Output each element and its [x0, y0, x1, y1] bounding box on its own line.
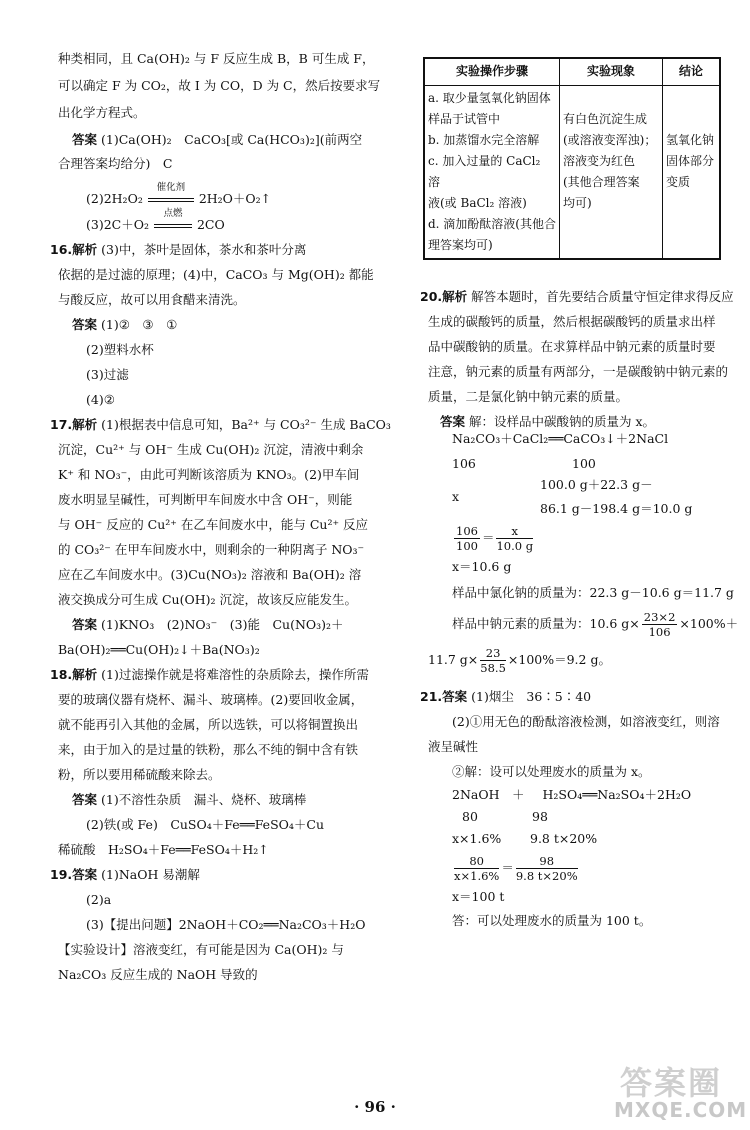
conclusion-line: 变质 — [666, 175, 691, 189]
text-line: 应在乙车间废水中。(3)Cu(NO₃)₂ 溶液和 Ba(OH)₂ 溶 — [58, 567, 362, 582]
denominator: 9.8 t×20% — [515, 869, 578, 883]
variable-x: x — [452, 489, 460, 504]
table-row — [424, 86, 720, 260]
text-line: 废水明显呈碱性，可判断甲车间废水中含 OH⁻，则能 — [58, 492, 353, 507]
text-line: 生成的碳酸钙的质量，然后根据碳酸钙的质量求出样 — [428, 314, 716, 329]
mass-value: 80 — [462, 809, 478, 824]
denominator: 106 — [648, 625, 671, 639]
analysis-text: (1)根据表中信息可知，Ba²⁺ 与 CO₃²⁻ 生成 BaCO₃ — [101, 417, 391, 432]
answer-line — [72, 316, 177, 334]
equation-right: 2CO — [196, 217, 225, 232]
equation-left: 2NaOH ＋ — [452, 787, 525, 802]
answer-text: (1)NaOH 易潮解 — [101, 867, 200, 882]
text-line: 合理答案均给分) C — [58, 156, 173, 171]
text-line: (4)② — [86, 392, 115, 407]
phenomenon-line: 溶液变为红色 — [563, 154, 636, 168]
question-number: 19. — [50, 867, 73, 882]
answer-label: 答案 — [72, 617, 98, 632]
numerator: 98 — [516, 854, 578, 869]
text-line: 可以确定 F 为 CO₂，故 I 为 CO，D 为 C，然后按要求写 — [58, 78, 381, 93]
text-line: 样品中氯化钠的质量为：22.3 g－10.6 g＝11.7 g — [452, 585, 734, 600]
table-header: 实验现象 — [560, 58, 663, 86]
text-line: (3)过滤 — [86, 367, 129, 382]
text-line: 来，由于加入的是过量的铁粉，那么不纯的铜中含有铁 — [58, 742, 359, 757]
expression-part: ×100%＋ — [679, 616, 739, 631]
numerator: 106 — [456, 524, 478, 538]
text-line: 液交换成分可生成 Cu(OH)₂ 沉淀，故该反应能发生。 — [58, 592, 357, 607]
text-line: x＝100 t — [452, 889, 505, 904]
question-number: 18. — [50, 667, 73, 682]
text-line: (2)铁(或 Fe) CuSO₄＋Fe══FeSO₄＋Cu — [86, 817, 325, 832]
question-21-line — [420, 688, 591, 706]
denominator: x×1.6% — [454, 869, 500, 883]
text-line: 就不能再引入其他的金属，所以选铁，可以将铜置换出 — [58, 717, 359, 732]
text-line: ②解：设可以处理废水的质量为 x。 — [452, 764, 651, 779]
answer-text: (1)Ca(OH)₂ CaCO₃[或 Ca(HCO₃)₂](前两空 — [101, 132, 363, 147]
reaction-condition — [153, 208, 193, 234]
answer-label: 答案 — [72, 317, 98, 332]
fraction — [496, 524, 533, 553]
question-19-line — [50, 866, 200, 884]
answer-text: 解：设样品中碳酸钠的质量为 x。 — [469, 414, 656, 429]
denominator: 100 — [456, 539, 478, 553]
answer-label: 答案 — [72, 132, 98, 147]
analysis-label: 解析 — [442, 289, 468, 304]
equation-right: 2H₂O＋O₂↑ — [198, 191, 272, 206]
mass-expression: 100.0 g＋22.3 g－ — [540, 477, 653, 492]
equation-left: (3)2C＋O₂ — [86, 217, 149, 232]
text-line: (3)【提出问题】2NaOH＋CO₂══Na₂CO₃＋H₂O — [86, 917, 366, 932]
text-line: (2)塑料水杯 — [86, 342, 154, 357]
mass-expression: x×1.6% — [452, 831, 502, 846]
answer-line — [72, 616, 344, 634]
question-number: 16. — [50, 242, 73, 257]
text-line: 液呈碱性 — [428, 739, 479, 754]
text-line: 粉，所以要用稀硫酸来除去。 — [58, 767, 221, 782]
answer-label: 答案 — [442, 689, 468, 704]
numerator: 80 — [454, 854, 499, 869]
equation-right: H₂SO₄══Na₂SO₄＋2H₂O — [542, 787, 692, 802]
equation-line — [452, 786, 691, 804]
mass-value: 100 — [572, 456, 596, 471]
mass-expression: 86.1 g－198.4 g＝10.0 g — [540, 501, 693, 516]
fraction — [516, 854, 578, 883]
text-line: 稀硫酸 H₂SO₄＋Fe══FeSO₄＋H₂↑ — [58, 842, 269, 857]
text-line: K⁺ 和 NO₃⁻，由此可判断该溶质为 KNO₃。(2)甲车间 — [58, 467, 360, 482]
equals-sign: ＝ — [501, 860, 514, 875]
text-line: 与酸反应，故可以用食醋来清洗。 — [58, 292, 246, 307]
text-line: 沉淀，Cu²⁺ 与 OH⁻ 生成 Cu(OH)₂ 沉淀，清液中剩余 — [58, 442, 364, 457]
step-line: d. 滴加酚酞溶液(其他合 — [428, 217, 556, 231]
answer-text: (1)KNO₃ (2)NO₃⁻ (3)能 Cu(NO₃)₂＋ — [101, 617, 344, 632]
page-number: · 96 · — [354, 1098, 396, 1116]
step-line: 理答案均可) — [428, 238, 493, 252]
text-line: Na₂CO₃ 反应生成的 NaOH 导致的 — [58, 967, 258, 982]
text-line: 注意，钠元素的质量有两部分，一是碳酸钠中钠元素的 — [428, 364, 729, 379]
experiment-table — [423, 57, 721, 260]
equation-line — [86, 208, 225, 234]
expression-part: ×100%＝9.2 g。 — [507, 652, 611, 667]
answer-line — [72, 131, 362, 149]
expression-part: 样品中钠元素的质量为：10.6 g× — [452, 616, 640, 631]
mass-value: 106 — [452, 456, 476, 471]
analysis-label: 解析 — [72, 417, 98, 432]
text-line: 要的玻璃仪器有烧杯、漏斗、玻璃棒。(2)要回收金属， — [58, 692, 364, 707]
answer-line — [72, 791, 306, 809]
denominator: 58.5 — [480, 661, 506, 675]
text-line: 答：可以处理废水的质量为 100 t。 — [452, 913, 652, 928]
fraction — [480, 646, 506, 675]
proportion-line — [452, 524, 535, 553]
question-number: 21. — [420, 689, 443, 704]
text-line: 质量，二是氯化钠中钠元素的质量。 — [428, 389, 629, 404]
phenomenon-line: (或溶液变浑浊)； — [563, 133, 657, 147]
condition-label: 点燃 — [163, 208, 183, 219]
conclusion-line: 氢氧化钠 — [666, 133, 715, 147]
phenomenon-line: (其他合理答案 — [563, 175, 640, 189]
step-line: c. 加入过量的 CaCl₂ 溶 — [428, 154, 541, 189]
question-16-line — [50, 241, 306, 259]
numerator: 23×2 — [643, 610, 676, 624]
text-line: 与 OH⁻ 反应的 Cu²⁺ 在乙车间废水中，能与 Cu²⁺ 反应 — [58, 517, 369, 532]
phenomena-cell — [560, 86, 663, 260]
text-line: 【实验设计】溶液变红，有可能是因为 Ca(OH)₂ 与 — [58, 942, 344, 957]
text-line: x＝10.6 g — [452, 559, 512, 574]
sodium-mass-line — [452, 610, 738, 639]
answer-label: 答案 — [72, 792, 98, 807]
conclusion-line: 固体部分 — [666, 154, 715, 168]
denominator: 10.0 g — [496, 539, 534, 553]
answer-text: (1)烟尘 36∶5∶40 — [471, 689, 592, 704]
text-line: 依据的是过滤的原理；(4)中，CaCO₃ 与 Mg(OH)₂ 都能 — [58, 267, 374, 282]
step-line: b. 加蒸馏水完全溶解 — [428, 133, 540, 147]
fraction — [454, 524, 480, 553]
answer-text: (1)② ③ ① — [101, 317, 178, 332]
equation-line: Na₂CO₃＋CaCl₂══CaCO₃↓＋2NaCl — [452, 431, 669, 446]
mass-expression: 9.8 t×20% — [530, 831, 598, 846]
text-line: 的 CO₃²⁻ 在甲车间废水中，则剩余的一种阴离子 NO₃⁻ — [58, 542, 365, 557]
table-header-row — [424, 58, 720, 86]
text-line: (2)①用无色的酚酞溶液检测，如溶液变红，则溶 — [452, 714, 720, 729]
question-18-line — [50, 666, 369, 684]
equals-sign: ＝ — [481, 530, 495, 545]
text-line: Ba(OH)₂══Cu(OH)₂↓＋Ba(NO₃)₂ — [58, 642, 260, 657]
numerator: x — [496, 524, 533, 539]
phenomenon-line: 均可) — [563, 196, 592, 210]
analysis-label: 解析 — [72, 667, 98, 682]
text-line: (2)a — [86, 892, 112, 907]
question-number: 20. — [420, 289, 443, 304]
analysis-text: 解答本题时，首先要结合质量守恒定律求得反应 — [471, 289, 734, 304]
mass-value: 98 — [532, 809, 548, 824]
expression-part: 11.7 g× — [428, 652, 479, 667]
numerator: 23 — [480, 646, 506, 661]
watermark-url: MXQE.COM — [614, 1098, 748, 1122]
fraction — [642, 610, 678, 639]
answer-label: 答案 — [72, 867, 98, 882]
phenomenon-line: 有白色沉淀生成 — [563, 112, 648, 126]
text-line: 种类相同，且 Ca(OH)₂ 与 F 反应生成 B，B 可生成 F， — [58, 51, 375, 66]
proportion-line — [452, 854, 580, 883]
answer-label: 答案 — [440, 414, 466, 429]
text-line: 品中碳酸钠的质量。在求算样品中钠元素的质量时要 — [428, 339, 716, 354]
question-number: 17. — [50, 417, 73, 432]
equation-left: (2)2H₂O₂ — [86, 191, 143, 206]
step-line: 液(或 BaCl₂ 溶液) — [428, 196, 527, 210]
answer-text: (1)不溶性杂质 漏斗、烧杯、玻璃棒 — [101, 792, 307, 807]
watermark-logo — [612, 1058, 748, 1128]
step-line: 样品于试管中 — [428, 112, 501, 126]
table-header: 实验操作步骤 — [424, 58, 560, 86]
answer-line — [440, 413, 655, 431]
question-17-line — [50, 416, 391, 434]
watermark-text: 答案圈 — [620, 1064, 723, 1102]
steps-cell — [424, 86, 560, 260]
question-20-line — [420, 288, 734, 306]
table-header: 结论 — [663, 58, 721, 86]
analysis-text: (3)中，茶叶是固体，茶水和茶叶分离 — [101, 242, 307, 257]
analysis-text: (1)过滤操作就是将难溶性的杂质除去，操作所需 — [101, 667, 369, 682]
sodium-mass-line — [428, 646, 611, 675]
step-line: a. 取少量氢氧化钠固体 — [428, 91, 551, 105]
fraction — [454, 854, 499, 883]
analysis-label: 解析 — [72, 242, 98, 257]
text-line: 出化学方程式。 — [58, 105, 146, 120]
condition-label: 催化剂 — [156, 182, 186, 193]
conclusion-cell — [663, 86, 721, 260]
